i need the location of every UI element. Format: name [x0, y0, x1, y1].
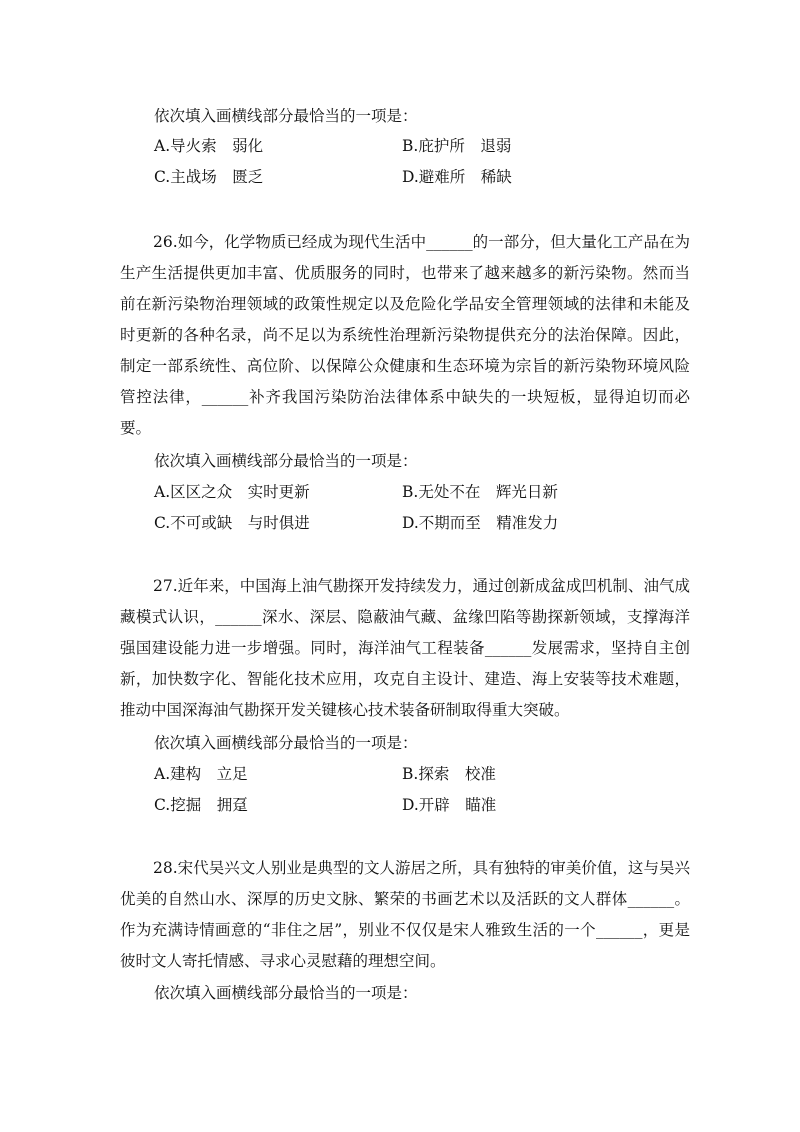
q26-option-d: D.不期而至 精准发力 — [402, 514, 559, 532]
q26-option-c: C.不可或缺 与时俱进 — [154, 514, 310, 532]
q26-stem: 26.如今，化学物质已经成为现代生活中______的一部分，但大量化工产品在为生产生活提供更加丰富、优质服务的同时，也带来了越来越多的新污染物。然而当前在新污染物治理领域的政策性规定以及危险化学品安全管理领域的法律和未能及时更新的各种名录，尚不足以为系统性治理新污染物提供充分的法治保障。因此，制定一部系统性、高位阶、以保障公众健康和生态环境为宗旨的新污染物环境风险管控法律，______补齐我国污染防治法律体系中缺失的一块短板，显得迫切而必要。 — [120, 233, 690, 437]
q28-prompt: 依次填入画横线部分最恰当的一项是： — [154, 984, 418, 1002]
q27-option-c: C.挖掘 拥趸 — [154, 796, 248, 814]
q25-option-c: C.主战场 匮乏 — [154, 168, 264, 186]
q25-option-b: B.庇护所 退弱 — [402, 137, 512, 155]
q27-stem: 27.近年来，中国海上油气勘探开发持续发力，通过创新成盆成凹机制、油气成藏模式认识，______深水、深层、隐蔽油气藏、盆缘凹陷等勘探新领域，支撑海洋强国建设能力进一步增强。同时，海洋油气工程装备______发展需求，坚持自主创新，加快数字化、智能化技术应用，攻克自主设计、建造、海上安装等技术难题，推动中国深海油气勘探开发关键核心技术装备研制取得重大突破。 — [120, 577, 690, 719]
q27-option-d: D.开辟 瞄准 — [402, 796, 497, 814]
q25-prompt: 依次填入画横线部分最恰当的一项是： — [154, 107, 418, 125]
q27-option-b: B.探索 校准 — [402, 765, 496, 783]
q27-prompt: 依次填入画横线部分最恰当的一项是： — [154, 734, 418, 752]
q27-option-a: A.建构 立足 — [154, 765, 248, 783]
q26-option-a: A.区区之众 实时更新 — [154, 483, 310, 501]
q26-option-b: B.无处不在 辉光日新 — [402, 483, 558, 501]
q28-stem: 28.宋代吴兴文人别业是典型的文人游居之所，具有独特的审美价值，这与吴兴优美的自然山水、深厚的历史文脉、繁荣的书画艺术以及活跃的文人群体______。作为充满诗情画意的“非住之居”，别业不仅仅是宋人雅致生活的一个______，更是彼时文人寄托情感、寻求心灵慰藉的理想空间。 — [120, 859, 690, 970]
q25-option-a: A.导火索 弱化 — [154, 137, 264, 155]
q26-prompt: 依次填入画横线部分最恰当的一项是： — [154, 452, 418, 470]
q25-option-d: D.避难所 稀缺 — [402, 168, 512, 186]
